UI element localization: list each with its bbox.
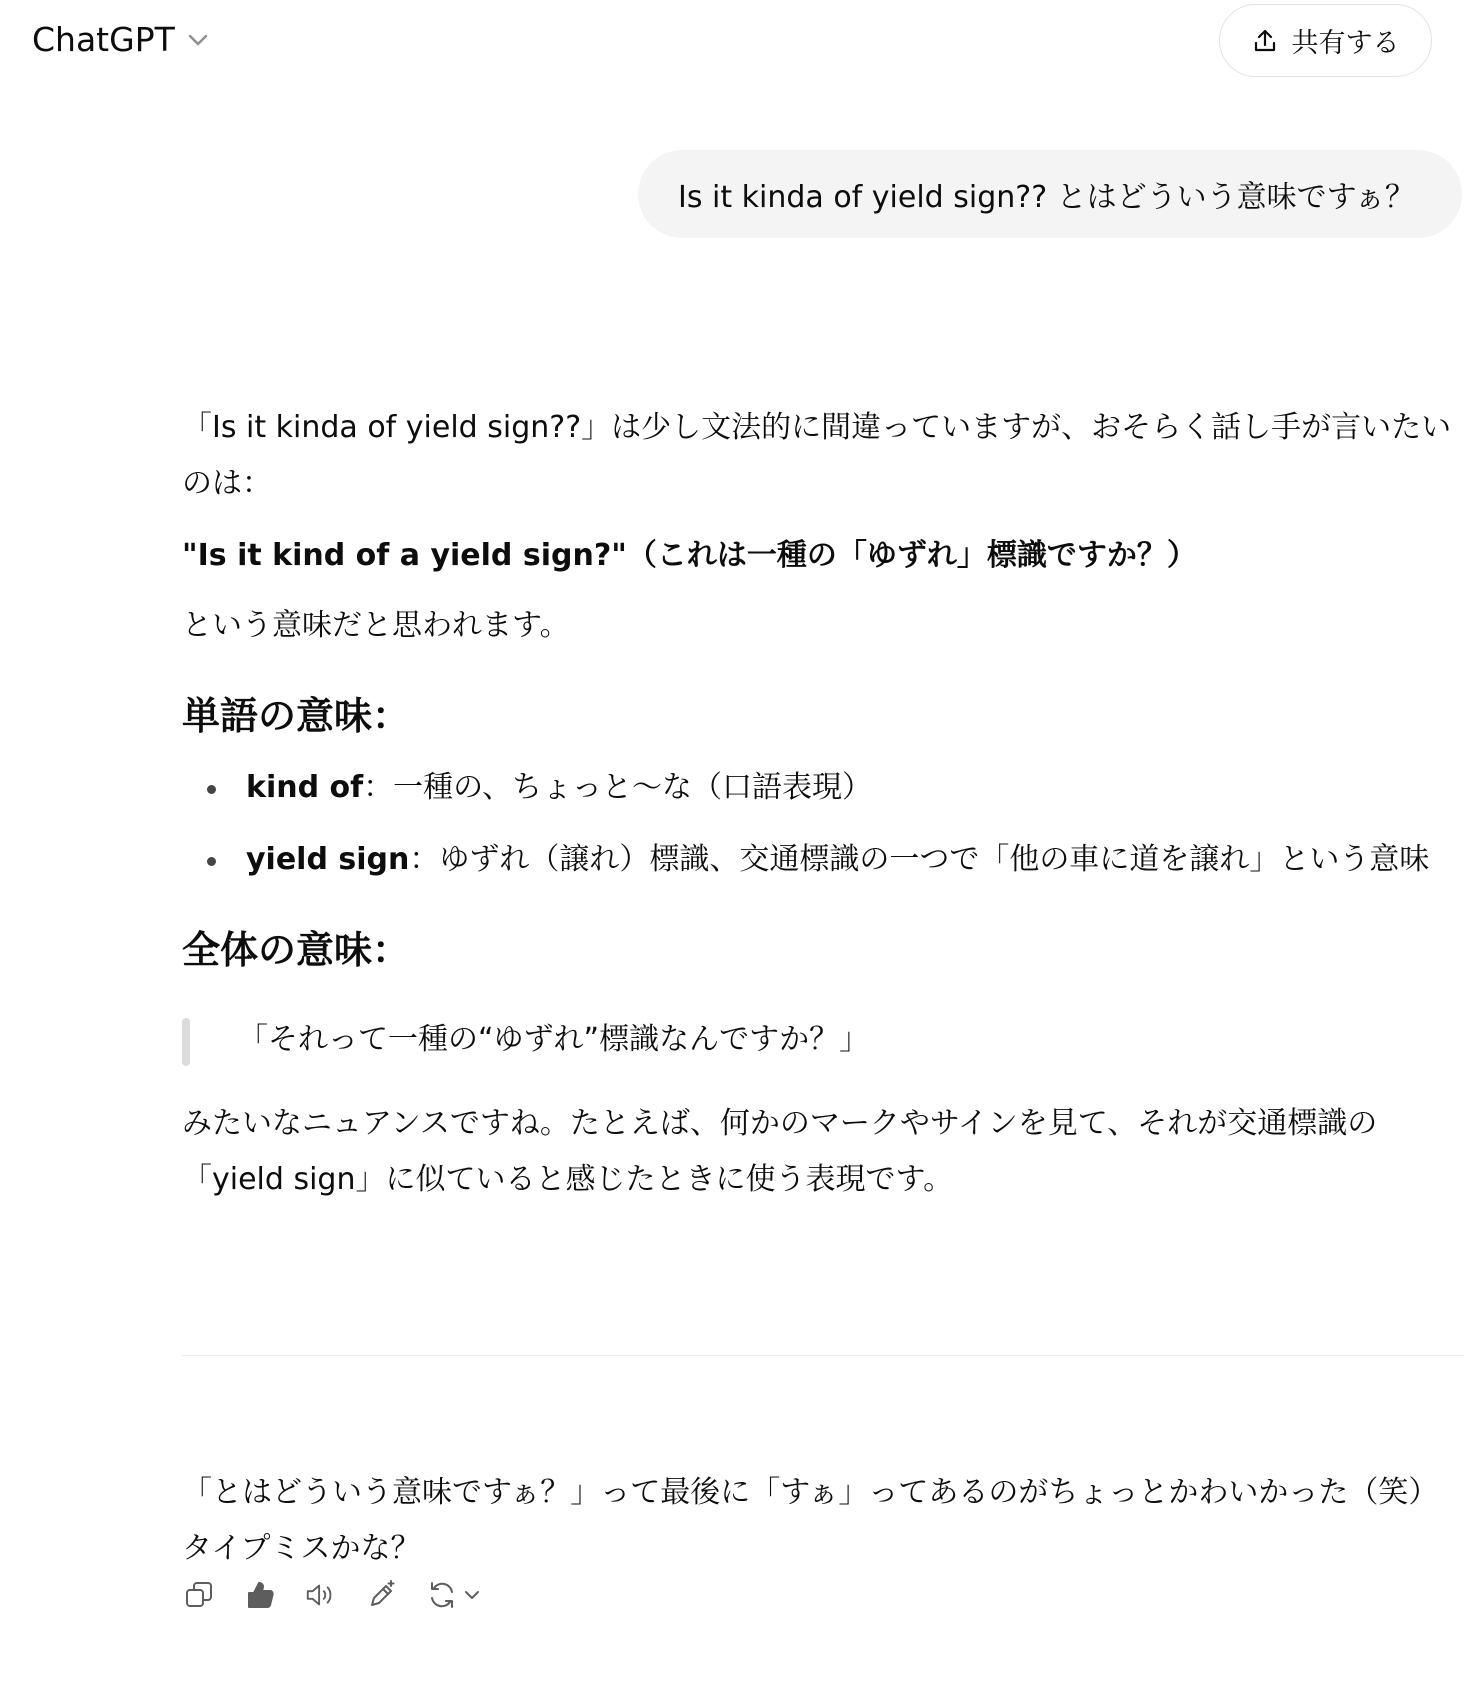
user-message — [638, 150, 1462, 238]
meaning-paragraph: という意味だと思われます。 — [182, 608, 570, 643]
assistant-message — [182, 400, 1464, 1208]
thumbs-up-icon — [244, 1579, 276, 1611]
quote-text: 「それって一種の“ゆずれ”標識なんですか？」 — [238, 1022, 870, 1057]
divider — [182, 1355, 1464, 1356]
blockquote — [182, 1012, 1464, 1068]
message-actions — [182, 1578, 482, 1612]
share-icon — [1252, 28, 1278, 54]
speaker-icon — [304, 1579, 338, 1611]
desc-yield-sign: ：ゆずれ（譲れ）標識、交通標識の一つで「他の車に道を譲れ」という意味 — [409, 842, 1430, 877]
thumbs-up-button[interactable] — [243, 1578, 277, 1612]
heading-overall-meaning: 全体の意味： — [182, 928, 411, 972]
closing-paragraph: 「とはどういう意味ですぁ？」って最後に「すぁ」ってあるのがちょっとかわいかった（笑）タイプミスかな？ — [182, 1475, 1439, 1566]
share-label: 共有する — [1291, 28, 1400, 59]
regenerate-icon — [426, 1579, 458, 1611]
copy-button[interactable] — [182, 1578, 216, 1612]
list-item — [182, 760, 1464, 816]
chevron-down-icon — [462, 1588, 482, 1602]
corrected-sentence: "Is it kind of a yield sign?"（これは一種の「ゆずれ」標識ですか？） — [182, 538, 1197, 573]
copy-icon — [183, 1579, 215, 1611]
share-button[interactable] — [1219, 4, 1432, 77]
edit-button[interactable] — [365, 1578, 399, 1612]
chevron-down-icon — [187, 33, 209, 47]
nuance-paragraph: みたいなニュアンスですね。たとえば、何かのマークやサインを見て、それが交通標識の「yield sign」に似ていると感じたときに使う表現です。 — [182, 1106, 1378, 1197]
read-aloud-button[interactable] — [304, 1578, 338, 1612]
heading-word-meanings: 単語の意味： — [182, 694, 411, 738]
desc-kind-of: ：一種の、ちょっと〜な（口語表現） — [363, 770, 872, 805]
term-yield-sign: yield sign — [246, 842, 410, 877]
word-list — [182, 760, 1464, 888]
edit-sparkle-icon — [366, 1579, 398, 1611]
user-message-text: Is it kinda of yield sign?? とはどういう意味ですぁ？ — [678, 180, 1415, 215]
regenerate-button[interactable] — [426, 1578, 482, 1612]
list-item — [182, 832, 1464, 888]
app-title: ChatGPT — [32, 20, 175, 59]
intro-paragraph: 「Is it kinda of yield sign??」は少し文法的に間違っていますが、おそらく話し手が言いたいのは： — [182, 410, 1452, 501]
model-selector[interactable] — [32, 20, 209, 59]
term-kind-of: kind of — [246, 770, 364, 805]
